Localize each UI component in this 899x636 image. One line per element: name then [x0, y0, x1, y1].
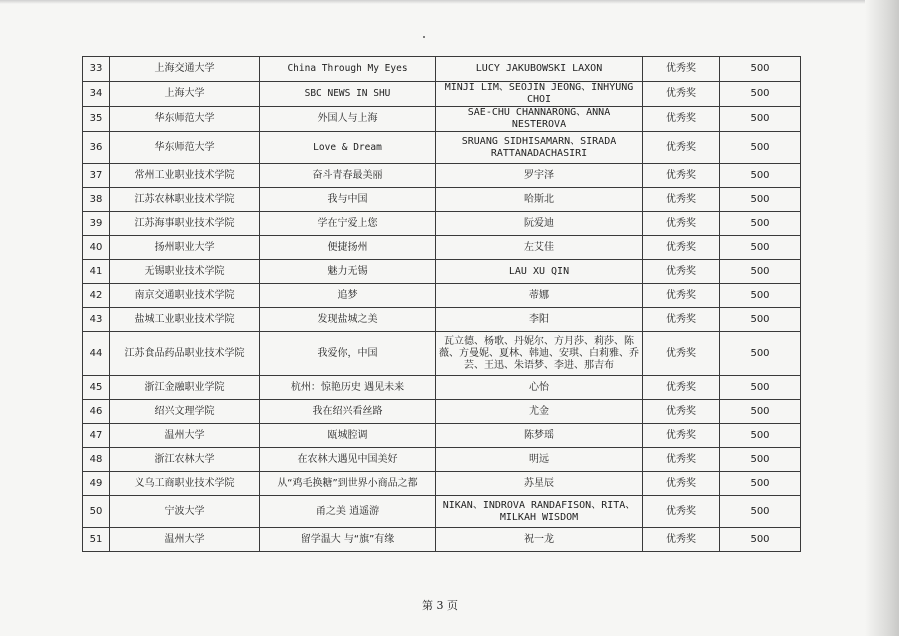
school-cell: 扬州职业大学 [110, 236, 260, 260]
row-number-cell: 50 [83, 496, 110, 528]
amount-cell: 500 [720, 448, 801, 472]
table-row [83, 164, 801, 188]
school-cell: 义乌工商职业技术学院 [110, 472, 260, 496]
school-cell: 常州工业职业技术学院 [110, 164, 260, 188]
work-title-cell: 甬之美 逍遥游 [260, 496, 436, 528]
amount-cell: 500 [720, 132, 801, 164]
row-number-cell: 44 [83, 332, 110, 376]
school-cell: 温州大学 [110, 424, 260, 448]
work-title-cell: 奋斗青春最美丽 [260, 164, 436, 188]
amount-cell: 500 [720, 57, 801, 82]
authors-cell: 祝一龙 [436, 528, 643, 552]
table-row [83, 400, 801, 424]
table-row [83, 82, 801, 107]
award-cell: 优秀奖 [643, 472, 720, 496]
authors-cell: SRUANG SIDHISAMARN、SIRADA RATTANADACHASIRI [436, 132, 643, 164]
page-number: 第 3 页 [422, 599, 458, 612]
authors-cell: 罗宇泽 [436, 164, 643, 188]
authors-cell: 哈斯北 [436, 188, 643, 212]
authors-cell: 明远 [436, 448, 643, 472]
award-cell: 优秀奖 [643, 424, 720, 448]
amount-cell: 500 [720, 308, 801, 332]
work-title-cell: 学在宁爱上您 [260, 212, 436, 236]
award-cell: 优秀奖 [643, 188, 720, 212]
row-number-cell: 45 [83, 376, 110, 400]
school-cell: 浙江农林大学 [110, 448, 260, 472]
work-title-cell: Love & Dream [260, 132, 436, 164]
table-row [83, 132, 801, 164]
amount-cell: 500 [720, 284, 801, 308]
award-cell: 优秀奖 [643, 260, 720, 284]
amount-cell: 500 [720, 82, 801, 107]
school-cell: 盐城工业职业技术学院 [110, 308, 260, 332]
school-cell: 无锡职业技术学院 [110, 260, 260, 284]
work-title-cell: 我与中国 [260, 188, 436, 212]
authors-cell: 陈梦瑶 [436, 424, 643, 448]
row-number-cell: 43 [83, 308, 110, 332]
authors-cell: NIKAN、INDROVA RANDAFISON、RITA、MILKAH WISDOM [436, 496, 643, 528]
school-cell: 上海大学 [110, 82, 260, 107]
work-title-cell: 魅力无锡 [260, 260, 436, 284]
amount-cell: 500 [720, 212, 801, 236]
amount-cell: 500 [720, 332, 801, 376]
table-row [83, 308, 801, 332]
amount-cell: 500 [720, 472, 801, 496]
school-cell: 华东师范大学 [110, 107, 260, 132]
award-cell: 优秀奖 [643, 236, 720, 260]
work-title-cell: 便捷扬州 [260, 236, 436, 260]
authors-cell: 苏星辰 [436, 472, 643, 496]
school-cell: 宁波大学 [110, 496, 260, 528]
row-number-cell: 47 [83, 424, 110, 448]
award-cell: 优秀奖 [643, 212, 720, 236]
award-cell: 优秀奖 [643, 400, 720, 424]
school-cell: 南京交通职业技术学院 [110, 284, 260, 308]
table-row [83, 212, 801, 236]
scan-speck [423, 36, 425, 38]
award-cell: 优秀奖 [643, 284, 720, 308]
award-cell: 优秀奖 [643, 57, 720, 82]
awards-table-body [83, 57, 801, 552]
work-title-cell: 我在绍兴看丝路 [260, 400, 436, 424]
school-cell: 华东师范大学 [110, 132, 260, 164]
amount-cell: 500 [720, 496, 801, 528]
work-title-cell: 追梦 [260, 284, 436, 308]
school-cell: 江苏海事职业技术学院 [110, 212, 260, 236]
school-cell: 温州大学 [110, 528, 260, 552]
row-number-cell: 37 [83, 164, 110, 188]
award-cell: 优秀奖 [643, 107, 720, 132]
row-number-cell: 42 [83, 284, 110, 308]
row-number-cell: 36 [83, 132, 110, 164]
school-cell: 江苏农林职业技术学院 [110, 188, 260, 212]
school-cell: 绍兴文理学院 [110, 400, 260, 424]
award-cell: 优秀奖 [643, 332, 720, 376]
amount-cell: 500 [720, 400, 801, 424]
scan-shadow-top [0, 0, 899, 4]
table-row [83, 57, 801, 82]
work-title-cell: 我爱你，中国 [260, 332, 436, 376]
work-title-cell: 瓯城腔调 [260, 424, 436, 448]
amount-cell: 500 [720, 260, 801, 284]
school-cell: 上海交通大学 [110, 57, 260, 82]
row-number-cell: 48 [83, 448, 110, 472]
authors-cell: LUCY JAKUBOWSKI LAXON [436, 57, 643, 82]
amount-cell: 500 [720, 424, 801, 448]
work-title-cell: SBC NEWS IN SHU [260, 82, 436, 107]
amount-cell: 500 [720, 236, 801, 260]
work-title-cell: 从“鸡毛换糖”到世界小商品之都 [260, 472, 436, 496]
award-cell: 优秀奖 [643, 376, 720, 400]
row-number-cell: 35 [83, 107, 110, 132]
table-row [83, 448, 801, 472]
row-number-cell: 49 [83, 472, 110, 496]
amount-cell: 500 [720, 164, 801, 188]
school-cell: 江苏食品药品职业技术学院 [110, 332, 260, 376]
award-cell: 优秀奖 [643, 132, 720, 164]
row-number-cell: 39 [83, 212, 110, 236]
authors-cell: 李阳 [436, 308, 643, 332]
table-row [83, 376, 801, 400]
authors-cell: 瓦立德、杨歌、丹妮尔、方月莎、莉莎、陈薇、方曼妮、夏林、韩迪、安琪、白莉雅、乔芸、王迅、朱语梦、李进、那吉布 [436, 332, 643, 376]
table-row [83, 260, 801, 284]
row-number-cell: 38 [83, 188, 110, 212]
work-title-cell: 外国人与上海 [260, 107, 436, 132]
award-cell: 优秀奖 [643, 82, 720, 107]
row-number-cell: 34 [83, 82, 110, 107]
amount-cell: 500 [720, 188, 801, 212]
authors-cell: MINJI LIM、SEOJIN JEONG、INHYUNG CHOI [436, 82, 643, 107]
amount-cell: 500 [720, 528, 801, 552]
authors-cell: SAE-CHU CHANNARONG、ANNA NESTEROVA [436, 107, 643, 132]
amount-cell: 500 [720, 376, 801, 400]
scan-shadow-right [865, 0, 899, 636]
table-row [83, 236, 801, 260]
award-cell: 优秀奖 [643, 496, 720, 528]
authors-cell: 尤金 [436, 400, 643, 424]
table-row [83, 188, 801, 212]
authors-cell: LAU XU QIN [436, 260, 643, 284]
authors-cell: 心怡 [436, 376, 643, 400]
work-title-cell: 发现盐城之美 [260, 308, 436, 332]
amount-cell: 500 [720, 107, 801, 132]
table-row [83, 332, 801, 376]
work-title-cell: 杭州：惊艳历史 遇见未来 [260, 376, 436, 400]
row-number-cell: 46 [83, 400, 110, 424]
row-number-cell: 33 [83, 57, 110, 82]
awards-table [82, 56, 801, 552]
school-cell: 浙江金融职业学院 [110, 376, 260, 400]
table-row [83, 107, 801, 132]
authors-cell: 阮爱迪 [436, 212, 643, 236]
award-cell: 优秀奖 [643, 308, 720, 332]
award-cell: 优秀奖 [643, 164, 720, 188]
table-row [83, 528, 801, 552]
table-row [83, 472, 801, 496]
table-row [83, 424, 801, 448]
work-title-cell: China Through My Eyes [260, 57, 436, 82]
table-row [83, 496, 801, 528]
authors-cell: 蒂娜 [436, 284, 643, 308]
authors-cell: 左艾佳 [436, 236, 643, 260]
row-number-cell: 41 [83, 260, 110, 284]
table-row [83, 284, 801, 308]
award-cell: 优秀奖 [643, 448, 720, 472]
row-number-cell: 40 [83, 236, 110, 260]
work-title-cell: 在农林大遇见中国美好 [260, 448, 436, 472]
row-number-cell: 51 [83, 528, 110, 552]
award-cell: 优秀奖 [643, 528, 720, 552]
work-title-cell: 留学温大 与“旗”有缘 [260, 528, 436, 552]
